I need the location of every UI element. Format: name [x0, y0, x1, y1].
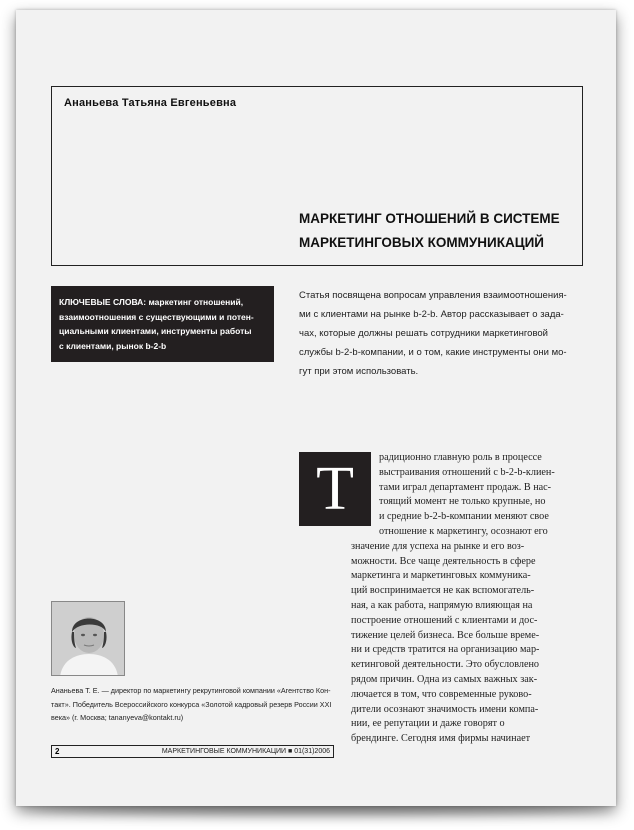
title-line: МАРКЕТИНГОВЫХ КОММУНИКАЦИЙ — [299, 235, 544, 250]
abstract-line: ми с клиентами на рынке b-2-b. Автор рассказывает о зада- — [299, 309, 564, 320]
body-line: выстраивания отношений с b-2-b-клиен- — [379, 466, 555, 478]
portrait-image — [52, 602, 125, 676]
bio-line: века» (г. Москва; tananyeva@kontakt.ru) — [51, 713, 184, 722]
body-line: дители осознают значимость имени компа- — [351, 703, 539, 715]
abstract-line: службы b-2-b-компании, и о том, какие инструменты они мо- — [299, 347, 567, 358]
body-line: можности. Все чаще деятельность в сфере — [351, 555, 536, 567]
body-line: тижение целей бизнеса. Все больше време- — [351, 629, 540, 641]
body-line: брендинге. Сегодня имя фирмы начинает — [351, 733, 531, 745]
body-line: маркетинга и маркетинговых коммуника- — [351, 570, 531, 582]
keywords-line: циальными клиентами, инструменты работы — [59, 326, 252, 336]
body-line: кетинговой деятельности. Это обусловлено — [351, 659, 540, 671]
bio-line: Ананьева Т. Е. — директор по маркетингу рекрутинговой компании «Агентство Кон- — [51, 686, 331, 695]
page-footer — [51, 745, 334, 758]
body-line: рядом причин. Одна из самых важных зак- — [351, 673, 538, 685]
keywords-line: КЛЮЧЕВЫЕ СЛОВА: маркетинг отношений, — [59, 297, 244, 307]
title-line: МАРКЕТИНГ ОТНОШЕНИЙ В СИСТЕМЕ — [299, 211, 560, 226]
body-line: тами играл департамент продаж. В нас- — [379, 481, 552, 493]
body-line: лючается в том, что современные руково- — [351, 688, 532, 700]
body-line: и средние b-2-b-компании меняют свое — [379, 511, 549, 523]
journal-issue: МАРКЕТИНГОВЫЕ КОММУНИКАЦИИ ■ 01(31)2006 — [161, 747, 330, 755]
body-line: ная, а как работа, напрямую влияющая на — [351, 599, 533, 611]
page-number: 2 — [55, 747, 60, 756]
body-line: нии, ее репутации и даже говорят о — [351, 718, 505, 730]
drop-cap: Т — [299, 452, 371, 526]
abstract-line: гут при этом использовать. — [299, 366, 419, 377]
body-line: тоящий момент не только крупные, но — [379, 496, 546, 508]
keywords-line: с клиентами, рынок b-2-b — [59, 340, 167, 351]
abstract — [299, 286, 583, 381]
keywords-line: взаимоотношения с существующими и потен- — [59, 311, 254, 322]
body-line: ций воспринимается не как вспомогатель- — [351, 585, 535, 597]
body-line: ни и средств тратится на организацию мар- — [351, 644, 540, 656]
abstract-line: чах, которые должны решать сотрудники маркетинговой — [299, 328, 548, 339]
article-title — [299, 207, 569, 255]
bio-line: такт». Победитель Всероссийского конкурса «Золотой кадровый резерв России XXI — [51, 699, 332, 709]
article-body — [299, 451, 583, 747]
body-line: отношение к маркетингу, осознают его — [379, 525, 548, 537]
body-line: построение отношений с клиентами и дос- — [351, 614, 538, 626]
author-name: Ананьева Татьяна Евгеньевна — [64, 97, 237, 109]
author-bio — [51, 684, 341, 725]
author-photo — [51, 601, 125, 676]
abstract-line: Статья посвящена вопросам управления взаимоотношения- — [299, 290, 567, 301]
body-line: радиционно главную роль в процессе — [379, 452, 542, 463]
keywords-box — [51, 286, 274, 362]
body-line: значение для успеха на рынке и его воз- — [351, 540, 525, 552]
